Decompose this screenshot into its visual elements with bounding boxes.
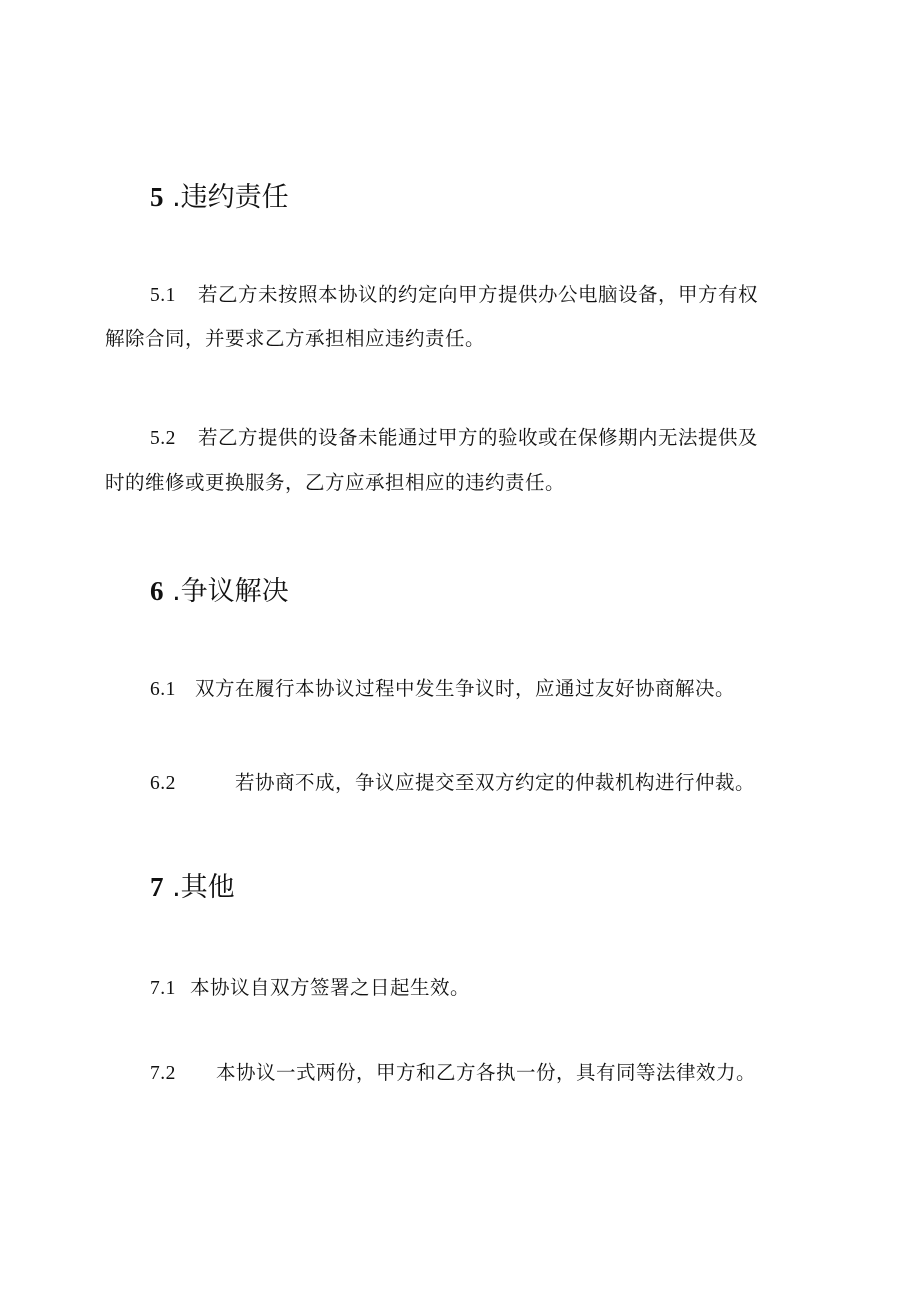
clause-5-2 (150, 425, 758, 452)
clause-5-2-continuation (105, 470, 565, 496)
clause-text: 本协议自双方签署之日起生效。 (190, 976, 471, 999)
clause-text: 本协议一式两份，甲方和乙方各执一份，具有同等法律效力。 (216, 1061, 757, 1084)
clause-number: 6.2 (150, 773, 176, 794)
clause-number: 5.2 (150, 428, 176, 449)
section-number: 7 (150, 872, 164, 902)
clause-7-2 (150, 1060, 756, 1087)
section-6-heading (150, 574, 289, 609)
clause-text-line-1: 若乙方未按照本协议的约定向甲方提供办公电脑设备，甲方有权 (198, 283, 759, 306)
clause-number: 6.1 (150, 679, 176, 700)
clause-text-line-2: 时的维修或更换服务，乙方应承担相应的违约责任。 (105, 471, 566, 494)
clause-text: 双方在履行本协议过程中发生争议时，应通过友好协商解决。 (195, 677, 736, 700)
section-title: .其他 (172, 872, 235, 903)
section-7-heading (150, 870, 235, 905)
clause-6-2 (150, 770, 755, 797)
clause-7-1 (150, 975, 470, 1002)
clause-text: 若协商不成，争议应提交至双方约定的仲裁机构进行仲裁。 (235, 771, 756, 794)
clause-number: 7.1 (150, 978, 176, 999)
section-title: .违约责任 (172, 182, 289, 213)
clause-number: 7.2 (150, 1063, 176, 1084)
section-5-heading (150, 180, 289, 215)
clause-text-line-1: 若乙方提供的设备未能通过甲方的验收或在保修期内无法提供及 (198, 426, 759, 449)
section-number: 5 (150, 182, 164, 212)
clause-number: 5.1 (150, 285, 176, 306)
section-number: 6 (150, 576, 164, 606)
clause-5-1 (150, 282, 758, 309)
section-title: .争议解决 (172, 576, 289, 607)
clause-text-line-2: 解除合同，并要求乙方承担相应违约责任。 (105, 327, 486, 350)
clause-6-1 (150, 676, 735, 703)
clause-5-1-continuation (105, 326, 485, 352)
